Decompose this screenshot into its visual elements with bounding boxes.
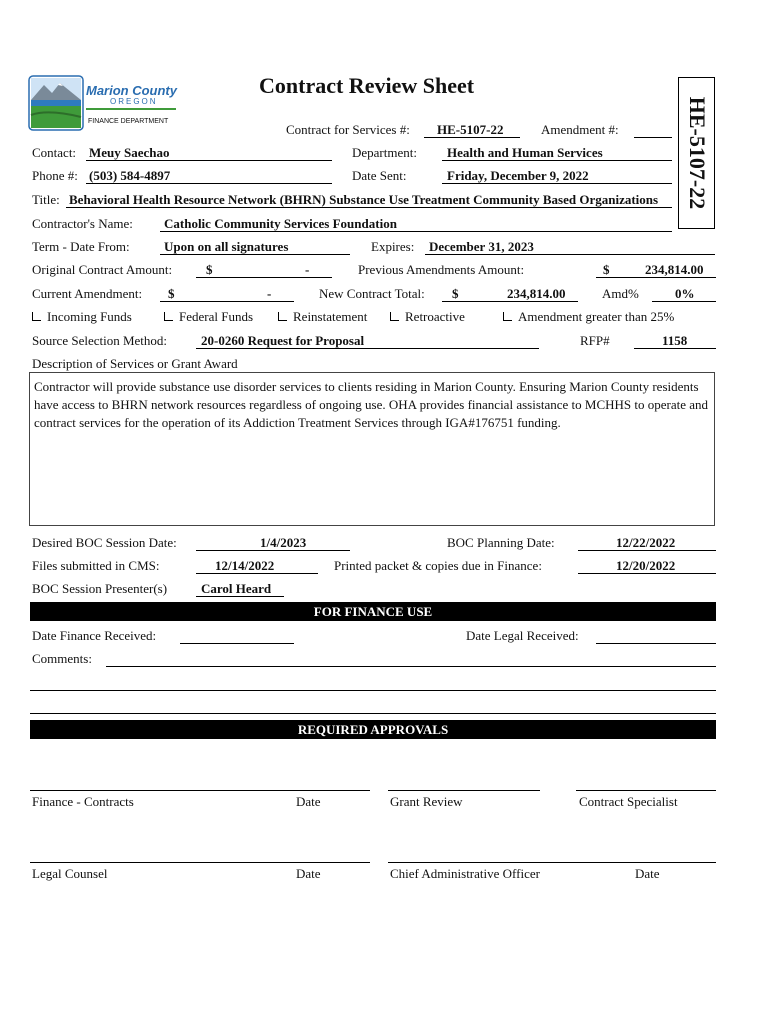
checkbox-label: Retroactive [405,309,465,324]
phone-line [86,183,332,184]
new-total-label: New Contract Total: [319,286,425,301]
orig-amount-value: - [305,262,310,277]
title-label: Title: [32,192,60,207]
amd-pct-line [652,301,716,302]
cao-date-label: Date [635,866,660,881]
finance-contracts-label: Finance - Contracts [32,794,134,809]
contract-id-side-box [678,77,715,229]
date-sent-label: Date Sent: [352,168,407,183]
boc-planning-line [578,550,716,551]
legal-counsel-signature-line[interactable] [30,862,370,863]
prev-amend-currency: $ [603,262,610,277]
contract-specialist-signature-line[interactable] [576,790,716,791]
title-line [66,207,672,208]
comments-line-3[interactable] [30,713,716,714]
contractor-line [160,231,672,232]
cur-amend-value: - [267,286,272,301]
contract-no-line [424,137,520,138]
term-line [160,254,350,255]
selection-value: 20-0260 Request for Proposal [201,333,365,348]
checkbox-federal-funds[interactable] [164,309,253,325]
expires-label: Expires: [371,239,415,254]
contract-id-vertical: HE-5107-22 [684,96,710,210]
finance-use-bar: FOR FINANCE USE [30,602,716,621]
cms-line [196,573,318,574]
finance-department-label: FINANCE DEPARTMENT [88,118,169,125]
checkbox-label: Federal Funds [179,309,254,324]
contract-specialist-label: Contract Specialist [579,794,678,809]
packet-line [578,573,716,574]
rfp-label: RFP# [580,333,610,348]
checkbox-retroactive[interactable] [390,309,465,325]
cur-amend-currency: $ [168,286,175,301]
date-sent-value: Friday, December 9, 2022 [447,168,589,183]
boc-planning-label: BOC Planning Date: [447,535,555,550]
selection-line [196,348,539,349]
department-value: Health and Human Services [447,145,603,160]
cur-amend-line [160,301,294,302]
checkbox-label: Reinstatement [293,309,368,324]
contract-no-label: Contract for Services #: [286,122,410,137]
expires-value: December 31, 2023 [429,239,534,254]
finance-received-label: Date Finance Received: [32,628,157,643]
checkbox-label: Amendment greater than 25% [518,309,675,324]
presenter-value: Carol Heard [201,581,272,596]
finance-date-label: Date [296,794,321,809]
page-title: Contract Review Sheet [259,73,475,98]
orig-amount-line [196,277,332,278]
prev-amend-line [596,277,716,278]
checkbox-icon [503,312,512,321]
date-sent-line [442,183,672,184]
county-state: OREGON [110,97,158,106]
checkbox-label: Incoming Funds [47,309,132,324]
boc-planning-value: 12/22/2022 [616,535,676,550]
grant-review-label: Grant Review [390,794,463,809]
grant-review-signature-line[interactable] [388,790,540,791]
county-logo [28,75,180,131]
cao-signature-line[interactable] [388,862,716,863]
comments-line-2[interactable] [30,690,716,691]
amd-pct-value: 0% [675,286,695,301]
legal-counsel-label: Legal Counsel [32,866,108,881]
comments-line-1[interactable] [106,666,716,667]
legal-received-line[interactable] [596,643,716,644]
checkbox-icon [278,312,287,321]
orig-amount-currency: $ [206,262,213,277]
finance-contracts-signature-line[interactable] [30,790,370,791]
prev-amend-value: 234,814.00 [645,262,704,277]
contact-label: Contact: [32,145,77,160]
legal-received-label: Date Legal Received: [466,628,579,643]
term-label: Term - Date From: [32,239,130,254]
cao-label: Chief Administrative Officer [390,866,540,881]
cms-value: 12/14/2022 [215,558,275,573]
prev-amend-label: Previous Amendments Amount: [358,262,525,277]
rfp-value: 1158 [662,333,688,348]
cur-amend-label: Current Amendment: [32,286,143,301]
boc-session-label: Desired BOC Session Date: [32,535,177,550]
comments-label: Comments: [32,651,92,666]
selection-label: Source Selection Method: [32,333,168,348]
department-line [442,160,672,161]
presenter-label: BOC Session Presenter(s) [32,581,168,596]
county-name: Marion County [86,83,177,98]
packet-label: Printed packet & copies due in Finance: [334,558,542,573]
cms-label: Files submitted in CMS: [32,558,160,573]
contract-no-value: HE-5107-22 [437,122,504,137]
contractor-label: Contractor's Name: [32,216,133,231]
required-approvals-bar: REQUIRED APPROVALS [30,720,716,739]
amendment-label: Amendment #: [541,122,619,137]
term-value: Upon on all signatures [164,239,289,254]
title-value: Behavioral Health Resource Network (BHRN) Substance Use Treatment Community Based Organizations [69,192,659,207]
amd-pct-label: Amd% [602,286,639,301]
checkbox-amendment-over-25[interactable] [503,309,674,325]
phone-value: (503) 584-4897 [89,168,171,183]
description-label: Description of Services or Grant Award [32,356,238,371]
new-total-line [442,301,578,302]
rfp-line [634,348,716,349]
expires-line [425,254,715,255]
phone-label: Phone #: [32,168,78,183]
boc-session-value: 1/4/2023 [260,535,307,550]
orig-amount-label: Original Contract Amount: [32,262,173,277]
contractor-value: Catholic Community Services Foundation [164,216,397,231]
presenter-line [196,596,284,597]
new-total-currency: $ [452,286,459,301]
checkbox-icon [164,312,173,321]
checkbox-incoming-funds[interactable] [32,309,132,325]
mountain-logo-icon [28,75,84,131]
legal-date-label: Date [296,866,321,881]
boc-session-line [196,550,350,551]
contact-line [86,160,332,161]
packet-value: 12/20/2022 [616,558,676,573]
checkbox-icon [32,312,41,321]
new-total-value: 234,814.00 [507,286,566,301]
finance-received-line[interactable] [180,643,294,644]
logo-underline [86,108,176,110]
checkbox-reinstatement[interactable] [278,309,367,325]
contact-value: Meuy Saechao [89,145,170,160]
description-text: Contractor will provide substance use disorder services to clients residing in Marion County. Ensuring Marion County residents have access to BHRN network resources regardless of ongoing use. OHA provides financial assistance to MCHHS to operate and contract services for the operation of its Addiction Treatment Services through IGA#176751 funding. [29,372,715,526]
checkbox-icon [390,312,399,321]
amendment-line [634,137,672,138]
department-label: Department: [352,145,417,160]
